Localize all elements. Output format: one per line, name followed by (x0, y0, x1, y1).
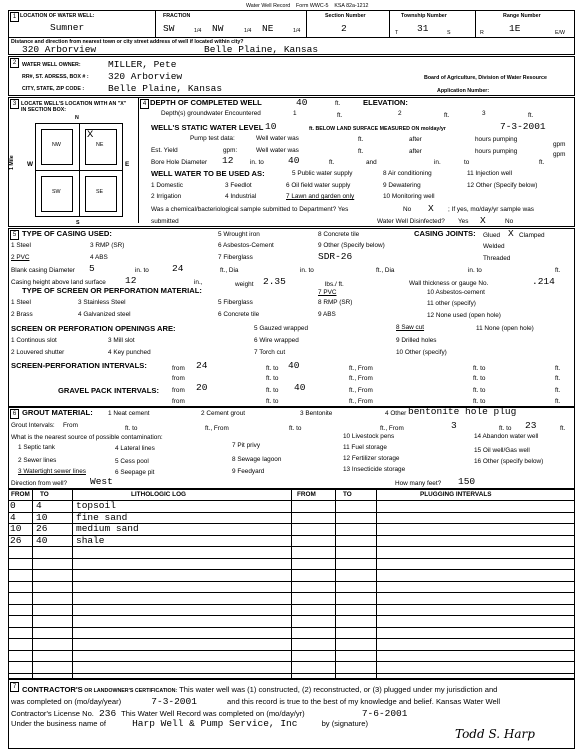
spi-ft-2: ft. (555, 375, 561, 382)
section-5-number: 5 (10, 230, 19, 240)
use-5: 5 Public water supply (292, 170, 353, 177)
grout-intervals-label: Grout Intervals: (11, 422, 55, 429)
opening-7: 7 Torch cut (254, 349, 286, 356)
direction-label: Direction from well? (11, 480, 68, 487)
screen-label: TYPE OF SCREEN OR PERFORATION MATERIAL: (22, 286, 202, 295)
opening-6: 6 Wire wrapped (254, 337, 299, 344)
grout-ft-to-3: ft. to (499, 425, 512, 432)
blank-to: 24 (172, 263, 184, 274)
hours-pumping-2: hours pumping (475, 148, 518, 155)
screen-3: 3 Stainless Steel (78, 299, 126, 306)
owner-label: WATER WELL OWNER: (22, 62, 81, 68)
section-4-number: 4 (140, 99, 149, 109)
log-row-from: 4 (10, 512, 16, 523)
cert-license: 236 (99, 708, 117, 719)
bore-to: 40 (288, 155, 300, 166)
grout-1: 1 Neat cement (108, 410, 150, 417)
spi-ft-to-2: ft. to (473, 365, 486, 372)
joints-threaded: Threaded (483, 255, 511, 262)
grid-label-se: SE (96, 189, 104, 195)
wall-label: Wall thickness or gauge No. (409, 280, 489, 287)
screen-12: 12 None used (open hole) (427, 312, 501, 319)
depth-value: 40 (296, 97, 308, 108)
cert-business: Harp Well & Pump Service, Inc (132, 718, 298, 729)
board-label: Board of Agriculture, Division of Water Resource (424, 75, 547, 81)
gw-ft-2: ft. (444, 112, 450, 119)
source-15: 15 Oil well/Gas well (474, 447, 530, 454)
height-label: Casing height above land surface (11, 279, 106, 286)
log-row-to: 26 (36, 523, 48, 534)
gpi-ft-from: ft., From (349, 387, 373, 394)
range-label: Range Number (503, 13, 541, 19)
cert-line-4: Under the business name of Harp Well & Pump Service, Inc by (signature) (11, 718, 368, 729)
source-1: 1 Septic tank (18, 444, 55, 451)
opening-8: 8 Saw cut (396, 324, 425, 331)
form-title: Water Well Record Form WWC-5 KSA 82a-1212 (246, 3, 369, 9)
opening-3: 3 Mill slot (108, 337, 135, 344)
casing-9: 9 Other (Specify below) (318, 242, 385, 249)
log-row-line (8, 673, 575, 674)
source-5: 5 Cess pool (115, 458, 149, 465)
grout-ft: ft. (560, 425, 566, 432)
range-r: R (480, 30, 484, 36)
screen-11: 11 other (specify) (427, 300, 476, 307)
log-row-line (8, 604, 575, 605)
grid-label-sw: SW (52, 189, 61, 195)
source-10: 10 Livestock pens (343, 433, 395, 440)
gpi-ft-from-2: ft., From (349, 398, 373, 405)
screen-2: 2 Brass (11, 311, 33, 318)
spi-ft-from: ft., From (349, 365, 373, 372)
chem-mark: X (428, 203, 434, 214)
gpi-from-label: from (172, 387, 185, 394)
range-value: 1E (509, 23, 521, 34)
well-water-was-2: Well water was (256, 147, 299, 154)
bore-ft-2: ft. (539, 159, 545, 166)
grout-material-label: GROUT MATERIAL: (22, 408, 93, 417)
blank-in-to-2: in. to (300, 267, 314, 274)
log-row-from: 26 (10, 535, 22, 546)
bore-in-to: in. to (250, 159, 264, 166)
disinfected-yes: Yes (458, 218, 469, 225)
section-2-number: 2 (10, 58, 19, 68)
section-3-number: 3 (10, 99, 19, 109)
joints-glued: Glued (483, 232, 501, 239)
grid-east: E (125, 161, 130, 168)
bore-to-label: to (464, 159, 470, 166)
pump-test-label: Pump test data: (190, 135, 235, 142)
source-16: 16 Other (specify below) (474, 458, 544, 465)
log-row-line (8, 569, 575, 570)
source-13: 13 Insecticide storage (343, 466, 406, 473)
township-t: T (395, 30, 399, 36)
use-7: 7 Lawn and garden only (286, 193, 355, 200)
opening-2: 2 Louvered shutter (11, 349, 65, 356)
height-value: 12 (125, 275, 137, 286)
use-10: 10 Monitoring well (383, 193, 435, 200)
casing-type-label: TYPE OF CASING USED: (22, 229, 112, 238)
pump-ft-1: ft. (358, 136, 364, 143)
use-3: 3 Feedlot (225, 182, 252, 189)
depth-label: DEPTH OF COMPLETED WELL (150, 98, 262, 107)
source-2: 2 Sewer lines (18, 457, 57, 464)
log-row-to: 40 (36, 535, 48, 546)
blank-ft: ft. (555, 267, 561, 274)
grout-4: 4 Other (385, 410, 407, 417)
grout-ft-from-1: ft., From (205, 425, 229, 432)
cert-record-date: 7-6-2001 (361, 708, 408, 719)
spi-ft: ft. (555, 365, 561, 372)
how-many-feet-label: How many feet? (395, 480, 442, 487)
log-row-line (8, 661, 575, 662)
gw-ft-3: ft. (528, 112, 534, 119)
casing-8: 8 Concrete tile (318, 231, 360, 238)
casing-3: 3 RMP (SR) (90, 242, 125, 249)
opening-4: 4 Key punched (108, 349, 151, 356)
disinfected-mark: X (480, 215, 486, 226)
log-row-line (8, 592, 575, 593)
log-row-line (8, 615, 575, 616)
log-row-to: 10 (36, 512, 48, 523)
openings-label: SCREEN OR PERFORATION OPENINGS ARE: (11, 324, 176, 333)
spi-label: SCREEN-PERFORATION INTERVALS: (11, 361, 147, 370)
log-row-line (8, 650, 575, 651)
use-label: WELL WATER TO BE USED AS: (151, 169, 265, 178)
spi-from-label-2: from (172, 375, 185, 382)
casing-5: 5 Wrought iron (218, 231, 260, 238)
gw-label: Depth(s) groundwater Encountered (161, 110, 261, 117)
use-8: 8 Air conditioning (383, 170, 432, 177)
cert-completed-date: 7-3-2001 (151, 696, 197, 707)
screen-4: 4 Galvanized steel (78, 311, 131, 318)
section-1-number: 1 (10, 12, 19, 22)
gpi-ft-2: ft. (555, 398, 561, 405)
log-row-line (8, 638, 575, 639)
how-many-feet-value: 150 (458, 476, 476, 487)
log-row-line (8, 558, 575, 559)
grid-label-ne: NE (96, 142, 104, 148)
log-row-desc: topsoil (76, 500, 116, 511)
pump-ft-2: ft. (358, 148, 364, 155)
disinfected-no: No (505, 218, 514, 225)
weight-unit: lbs./ ft. (325, 281, 344, 288)
source-7: 7 Pit privy (232, 442, 261, 449)
spi-ft-to: ft. to (266, 365, 279, 372)
quarter-1: 1/4 (194, 28, 202, 34)
gpi-ft-to-3: ft. to (266, 398, 279, 405)
chem-question: Was a chemical/bacteriological sample submitted to Department? Yes (151, 206, 349, 213)
directions-address: 320 Arborview (22, 44, 97, 55)
directions-label: Distance and direction from nearest town or city street address of well if located within city? (11, 39, 244, 45)
fraction-1: SW (163, 23, 175, 34)
screen-10: 10 Asbestos-cement (427, 289, 485, 296)
section-6-number: 6 (10, 409, 19, 419)
casing-1: 1 Steel (11, 242, 31, 249)
range-dir: E/W (555, 30, 566, 36)
log-row-line (8, 627, 575, 628)
log-row-from: 10 (10, 523, 22, 534)
grout-from-1: From (63, 422, 78, 429)
owner-value: MILLER, Pete (108, 59, 177, 70)
app-number-label: Application Number: (437, 88, 490, 94)
grout-ft-to-2: ft. to (289, 425, 302, 432)
fraction-3: NE (262, 23, 274, 34)
opening-9: 9 Drilled holes (396, 337, 437, 344)
casing-4: 4 ABS (90, 254, 108, 261)
use-9: 9 Dewatering (383, 182, 421, 189)
spi-ft-from-2: ft., From (349, 375, 373, 382)
quarter-3: 1/4 (293, 28, 301, 34)
screen-6: 6 Concrete tile (218, 311, 260, 318)
addr-label: RR#, ST. ADRESS, BOX # : (22, 74, 89, 80)
screen-9: 9 ABS (318, 311, 336, 318)
mile-label: 1 Mile (9, 155, 15, 170)
section-7-number: 7 (10, 682, 19, 692)
joints-clamped: Clamped (519, 232, 545, 239)
city-value: Belle Plaine, Kansas (108, 83, 223, 94)
use-4: 4 Industrial (225, 193, 257, 200)
est-yield-label: Est. Yield (151, 147, 178, 154)
grout-to-value: 23 (525, 420, 537, 431)
gpi-ft-to-2: ft. to (473, 387, 486, 394)
section-grid (27, 115, 130, 226)
joints-clamped-mark: X (508, 228, 514, 239)
bore-ft: ft. (329, 159, 335, 166)
log-row-line (8, 581, 575, 582)
disinfected-label: Water Well Disinfected? (377, 218, 445, 225)
blank-ft-dia-2: ft., Dia (376, 267, 395, 274)
log-row-line (8, 546, 575, 547)
static-label: WELL'S STATIC WATER LEVEL (151, 123, 264, 132)
after-1: after (409, 136, 422, 143)
bore-and: and (366, 159, 377, 166)
opening-11: 11 None (open hole) (476, 325, 534, 332)
chem-submitted: submitted (151, 218, 179, 225)
log-from-header: FROM (11, 491, 30, 498)
source-12: 12 Fertilizer storage (343, 455, 400, 462)
fraction-label: FRACTION (163, 13, 191, 19)
blank-value: 5 (89, 263, 95, 274)
grout-3: 3 Bentonite (300, 410, 333, 417)
township-dir: S (447, 30, 451, 36)
static-value: 10 (265, 121, 277, 132)
gpm-colon: gpm: (223, 147, 238, 154)
township-label: Township Number (401, 13, 447, 19)
use-12: 12 Other (Specify below) (467, 182, 538, 189)
screen-7: 7 PVC (318, 289, 337, 296)
casing-6: 6 Asbestos-Cement (218, 242, 274, 249)
grout-ft-to-1: ft. to (125, 425, 138, 432)
gpm-1: gpm (553, 141, 566, 148)
depth-ft: ft. (335, 100, 341, 107)
after-2: after (409, 148, 422, 155)
grout-other: bentonite hole plug (408, 406, 517, 417)
use-1: 1 Domestic (151, 182, 183, 189)
addr-value: 320 Arborview (108, 71, 183, 82)
elevation-label: ELEVATION: (363, 98, 408, 107)
height-in: in., (194, 279, 203, 286)
spi-ft-to-3: ft. to (266, 375, 279, 382)
grid-west: W (27, 161, 34, 168)
log-to-header: TO (40, 491, 49, 498)
screen-1: 1 Steel (11, 299, 31, 306)
log-from-header-2: FROM (297, 491, 316, 498)
bore-label: Bore Hole Diameter (151, 159, 208, 166)
cert-line-1: CONTRACTOR'S OR LANDOWNER'S CERTIFICATION: This water well was (1) constructed, (2) reconstructed, or (3) plugged under my jurisdiction and (22, 685, 498, 694)
screen-5: 5 Fiberglass (218, 299, 253, 306)
log-row-to: 4 (36, 500, 42, 511)
log-row-from: 0 (10, 500, 16, 511)
gpi-to: 40 (294, 382, 306, 393)
joints-label: CASING JOINTS: (414, 229, 476, 238)
gpi-from: 20 (196, 382, 208, 393)
source-9: 9 Feedyard (232, 468, 265, 475)
opening-1: 1 Continous slot (11, 337, 57, 344)
spi-to: 40 (288, 360, 300, 371)
grid-south: S (76, 220, 80, 226)
screen-8: 8 RMP (SR) (318, 299, 353, 306)
well-location-mark: X (87, 129, 94, 141)
joints-welded: Welded (483, 243, 505, 250)
well-water-was-1: Well water was (256, 135, 299, 142)
use-6: 6 Oil field water supply (286, 182, 351, 189)
grout-from-value: 3 (451, 420, 457, 431)
log-row-desc: fine sand (76, 512, 128, 523)
direction-value: West (90, 476, 113, 487)
section-value: 2 (341, 23, 347, 34)
gpm-2: gpm (553, 151, 566, 158)
source-3: 3 Watertight sewer lines (18, 468, 86, 475)
static-date: 7-3-2001 (500, 121, 546, 132)
log-row-desc: shale (76, 535, 105, 546)
spi-from-label: from (172, 365, 185, 372)
chem-tail: ; If yes, mo/day/yr sample was (448, 206, 534, 213)
gpi-ft: ft. (555, 387, 561, 394)
grid-north: N (75, 115, 79, 121)
section-label: Section Number (325, 13, 366, 19)
cert-line-3: Contractor's License No. 236 This Water Well Record was completed on (mo/day/yr) 7-6-2001 (11, 708, 408, 719)
casing-spec: SDR-26 (318, 251, 353, 262)
gw-1: 1 (293, 110, 297, 117)
fraction-2: NW (212, 23, 224, 34)
use-11: 11 Injection well (467, 170, 512, 177)
gpi-from-label-2: from (172, 398, 185, 405)
source-6: 6 Seepage pit (115, 469, 155, 476)
log-to-header-2: TO (343, 491, 352, 498)
bore-in: in. (434, 159, 441, 166)
gpi-label: GRAVEL PACK INTERVALS: (58, 386, 159, 395)
source-14: 14 Abandon water well (474, 433, 539, 440)
log-row-desc: medium sand (76, 523, 139, 534)
county-value: Sumner (50, 22, 85, 33)
city-label: CITY, STATE, ZIP CODE : (22, 86, 85, 92)
gpi-ft-to-4: ft. to (473, 398, 486, 405)
gw-3: 3 (482, 110, 486, 117)
grout-2: 2 Cement grout (201, 410, 246, 417)
source-8: 8 Sewage lagoon (232, 456, 282, 463)
weight-label: weight (235, 281, 254, 288)
source-label: What is the nearest source of possible contamination: (11, 434, 163, 441)
casing-7: 7 Fiberglass (218, 254, 253, 261)
signature: Todd S. Harp (455, 727, 535, 741)
gpi-ft-to: ft. to (266, 387, 279, 394)
location-label: LOCATION OF WATER WELL: (20, 13, 95, 19)
opening-10: 10 Other (specify) (396, 349, 447, 356)
source-4: 4 Lateral lines (115, 445, 155, 452)
hours-pumping-1: hours pumping (475, 136, 518, 143)
quarter-2: 1/4 (244, 28, 252, 34)
weight-value: 2.35 (263, 276, 286, 287)
blank-ft-dia: ft., Dia (220, 267, 239, 274)
gw-ft-1: ft. (337, 112, 343, 119)
spi-from: 24 (196, 360, 208, 371)
cert-line-2: was completed on (mo/day/year) 7-3-2001 and this record is true to the best of my knowledge and belief. Kansas Water Well (11, 696, 501, 707)
directions-city: Belle Plaine, Kansas (204, 44, 319, 55)
grid-label-nw: NW (52, 142, 61, 148)
wall-value: .214 (532, 276, 555, 287)
locate-label: LOCATE WELL'S LOCATION WITH AN "X" IN SECTION BOX: (21, 101, 127, 113)
opening-5: 5 Gauzed wrapped (254, 325, 309, 332)
log-plugging-header: PLUGGING INTERVALS (420, 491, 492, 498)
blank-label: Blank casing Diameter (11, 267, 75, 274)
casing-2: 2 PVC (11, 254, 30, 261)
source-11: 11 Fuel storage (343, 444, 387, 451)
blank-in-to-3: in. to (468, 267, 482, 274)
use-2: 2 Irrigation (151, 193, 182, 200)
spi-ft-to-4: ft. to (473, 375, 486, 382)
gw-2: 2 (398, 110, 402, 117)
log-lithologic-header: LITHOLOGIC LOG (131, 491, 187, 498)
static-tail: ft. BELOW LAND SURFACE MEASURED ON mo/day/yr (309, 126, 446, 132)
township-value: 31 (417, 23, 429, 34)
chem-no: No (403, 206, 412, 213)
bore-value: 12 (222, 155, 234, 166)
grout-ft-from-2: ft., From (380, 425, 404, 432)
blank-in-to: in. to (135, 267, 149, 274)
